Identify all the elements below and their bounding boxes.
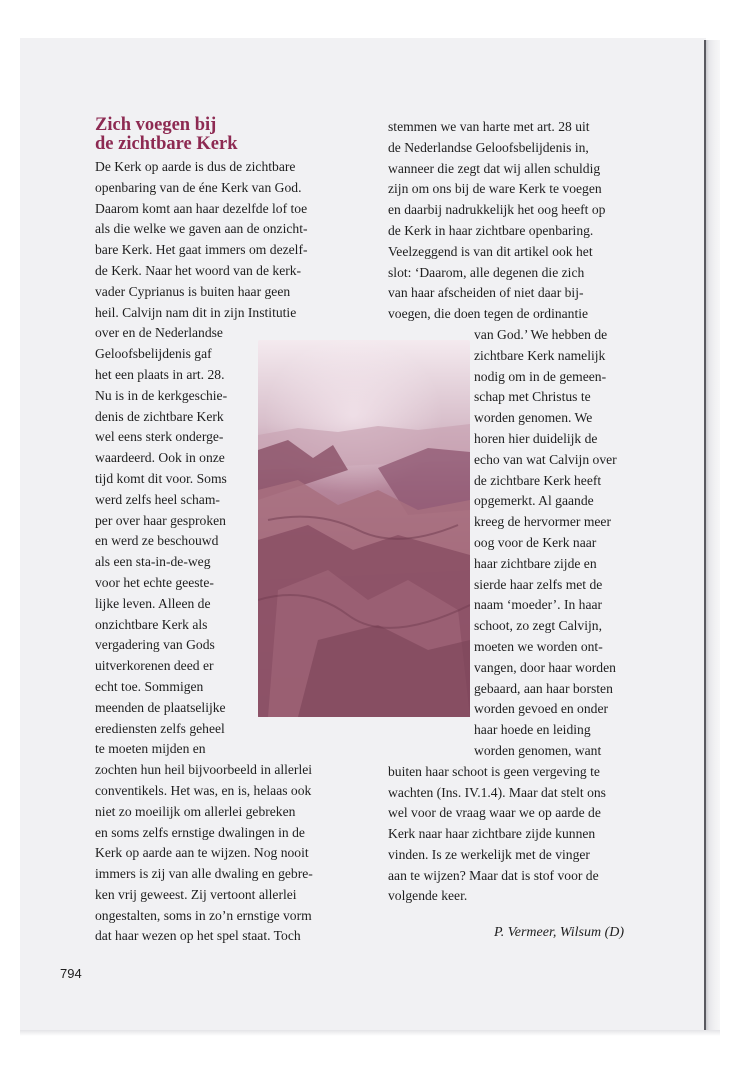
text-line: denis de zichtbare Kerk [95,408,224,424]
text-line: worden genomen. We [474,410,593,426]
text-line: worden genomen, want [474,742,602,758]
text-line: van haar afscheiden of niet daar bij- [388,285,584,301]
text-line: en soms zelfs ernstige dwalingen in de [95,824,305,840]
text-line: wel eens sterk onderge- [95,429,224,445]
text-line: van God.’ We hebben de [474,326,608,342]
text-line: worden gevoed en onder [474,701,608,717]
text-line: zochten hun heil bijvoorbeeld in allerlei [95,762,313,778]
article-title [95,116,345,154]
text-line: haar hoede en leiding [474,722,591,738]
text-line: ongestalten, soms in zo’n ernstige vorm [95,907,312,923]
text-line: zijn om ons bij de ware Kerk te voegen [388,181,602,197]
text-line: Geloofsbelijdenis gaf [95,346,212,362]
text-line: heil. Calvijn nam dit in zijn Institutie [95,304,297,320]
text-line: volgende keer. [388,888,468,904]
text-line: over en de Nederlandse [95,325,223,341]
text-line: aan te wijzen? Maar dat is stof voor de [388,867,599,883]
text-column-right [388,117,617,907]
text-line: kreeg de hervormer meer [474,514,611,530]
text-line: als die welke we gaven aan de onzicht- [95,221,308,237]
text-line: horen hier duidelijk de [474,430,598,446]
text-line: stemmen we van harte met art. 28 uit [388,119,590,134]
text-line: conventikels. Het was, en is, helaas ook [95,782,312,798]
text-line: uitverkorenen deed er [95,658,214,674]
text-line: haar zichtbare zijde en [474,555,597,571]
text-line: immers is zij van alle dwaling en gebre- [95,866,313,882]
text-line: De Kerk op aarde is dus de zichtbare [95,159,296,174]
text-line: wel voor de vraag waar we op aarde de [388,805,601,821]
page-edge [706,40,720,1030]
text-line: het een plaats in art. 28. [95,366,225,382]
text-line: de Kerk in haar zichtbare openbaring. [388,222,594,238]
text-line: vergadering van Gods [95,637,215,653]
text-line: Nu is in de kerkgeschie- [95,387,228,403]
text-line: werd zelfs heel scham- [95,491,220,507]
text-line: de zichtbare Kerk heeft [474,472,602,488]
text-line: ken vrij geweest. Zij vertoont allerlei [95,886,297,902]
text-line: nodig om in de gemeen- [474,368,607,384]
text-line: de Nederlandse Geloofsbelijdenis in, [388,139,589,155]
text-line: als een sta-in-de-weg [95,554,211,570]
text-line: te moeten mijden en [95,741,206,757]
text-line: bare Kerk. Het gaat immers om dezelf- [95,242,308,258]
text-line: openbaring van de éne Kerk van God. [95,179,302,195]
text-line: Kerk naar haar zichtbare zijde kunnen [388,826,596,842]
text-line: oog voor de Kerk naar [474,534,597,550]
text-line: voor het echte geeste- [95,574,214,590]
text-line: Veelzeggend is van dit artikel ook het [388,243,593,259]
text-line: waardeerd. Ook in onze [95,450,225,466]
text-line: vader Cyprianus is buiten haar geen [95,283,291,299]
text-line: schap met Christus te [474,389,591,405]
text-line: erediensten zelfs geheel [95,720,225,736]
text-line: gebaard, aan haar borsten [474,680,613,696]
text-line: en daarbij nadrukkelijk het oog heeft op [388,202,606,218]
text-line: zichtbare Kerk namelijk [474,347,606,363]
text-line: de Kerk. Naar het woord van de kerk- [95,262,302,278]
text-line: vangen, door haar worden [474,659,616,675]
title-line: Zich voegen bij [95,115,217,135]
text-line: echt toe. Sommigen [95,678,204,694]
text-line: echo van wat Calvijn over [474,451,617,467]
text-line: voegen, die doen tegen de ordinantie [388,306,589,322]
text-line: onzichtbare Kerk als [95,616,208,632]
text-line: wanneer die zegt dat wij allen schuldig [388,160,601,176]
text-line: vinden. Is ze werkelijk met de vinger [388,846,590,862]
text-line: opgemerkt. Al gaande [474,493,594,509]
text-line: lijke leven. Alleen de [95,595,211,611]
text-line: tijd komt dit voor. Soms [95,470,227,486]
page-shadow [20,1030,720,1036]
author-byline: P. Vermeer, Wilsum (D) [494,925,625,940]
text-line: schoot, zo zegt Calvijn, [474,618,602,634]
text-line: en werd ze beschouwd [95,533,219,549]
text-line: meenden de plaatselijke [95,699,226,715]
text-line: moeten we worden ont- [474,638,603,654]
text-line: sierde haar zelfs met de [474,576,603,592]
text-line: dat haar wezen op het spel staat. Toch [95,928,301,944]
page-number: 794 [60,966,82,981]
text-line: Kerk op aarde aan te wijzen. Nog nooit [95,845,309,861]
text-line: wachten (Ins. IV.1.4). Maar dat stelt ons [388,784,606,800]
text-line: naam ‘moeder’. In haar [474,597,603,613]
text-line: slot: ‘Daarom, alle degenen die zich [388,264,585,280]
title-line: de zichtbare Kerk [95,134,238,154]
text-line: buiten haar schoot is geen vergeving te [388,763,600,779]
text-line: niet zo moeilijk om allerlei gebreken [95,803,296,819]
text-line: per over haar gesproken [95,512,226,528]
text-line: Daarom komt aan haar dezelfde lof toe [95,200,308,216]
